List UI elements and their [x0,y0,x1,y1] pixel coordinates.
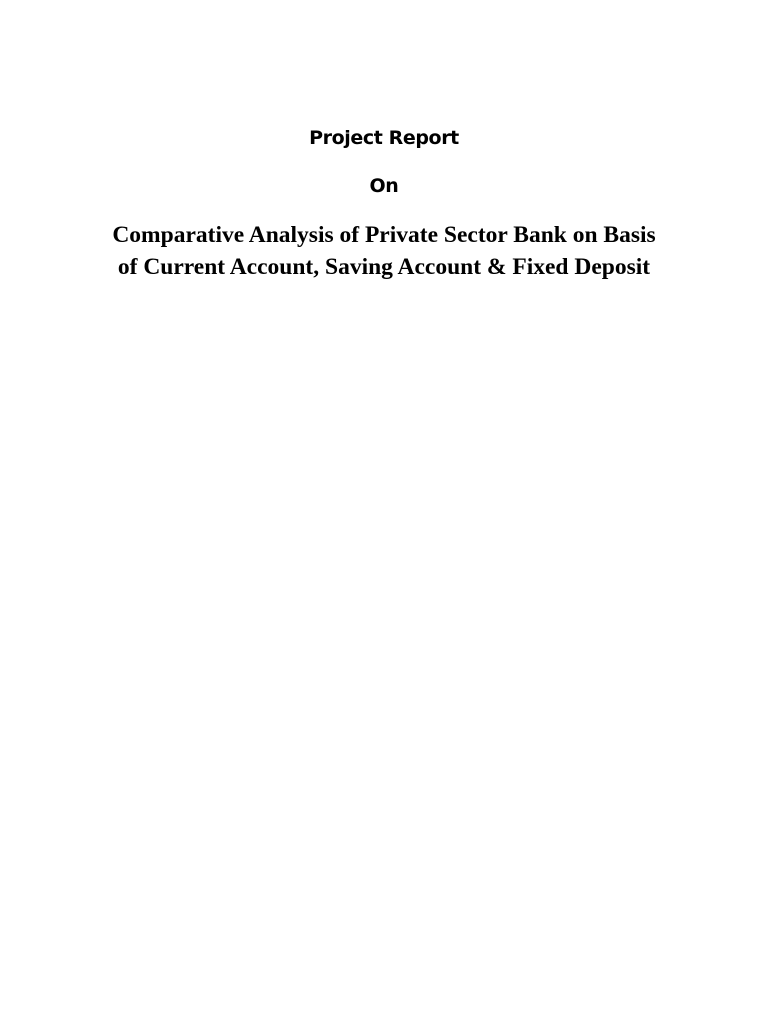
report-title [70,219,698,283]
report-preposition: On [369,175,399,197]
report-title-line: Comparative Analysis of Private Sector Bank on Basis [112,222,656,248]
report-title-line: of Current Account, Saving Account & Fixed Deposit [117,254,651,280]
report-heading: Project Report [309,127,459,149]
